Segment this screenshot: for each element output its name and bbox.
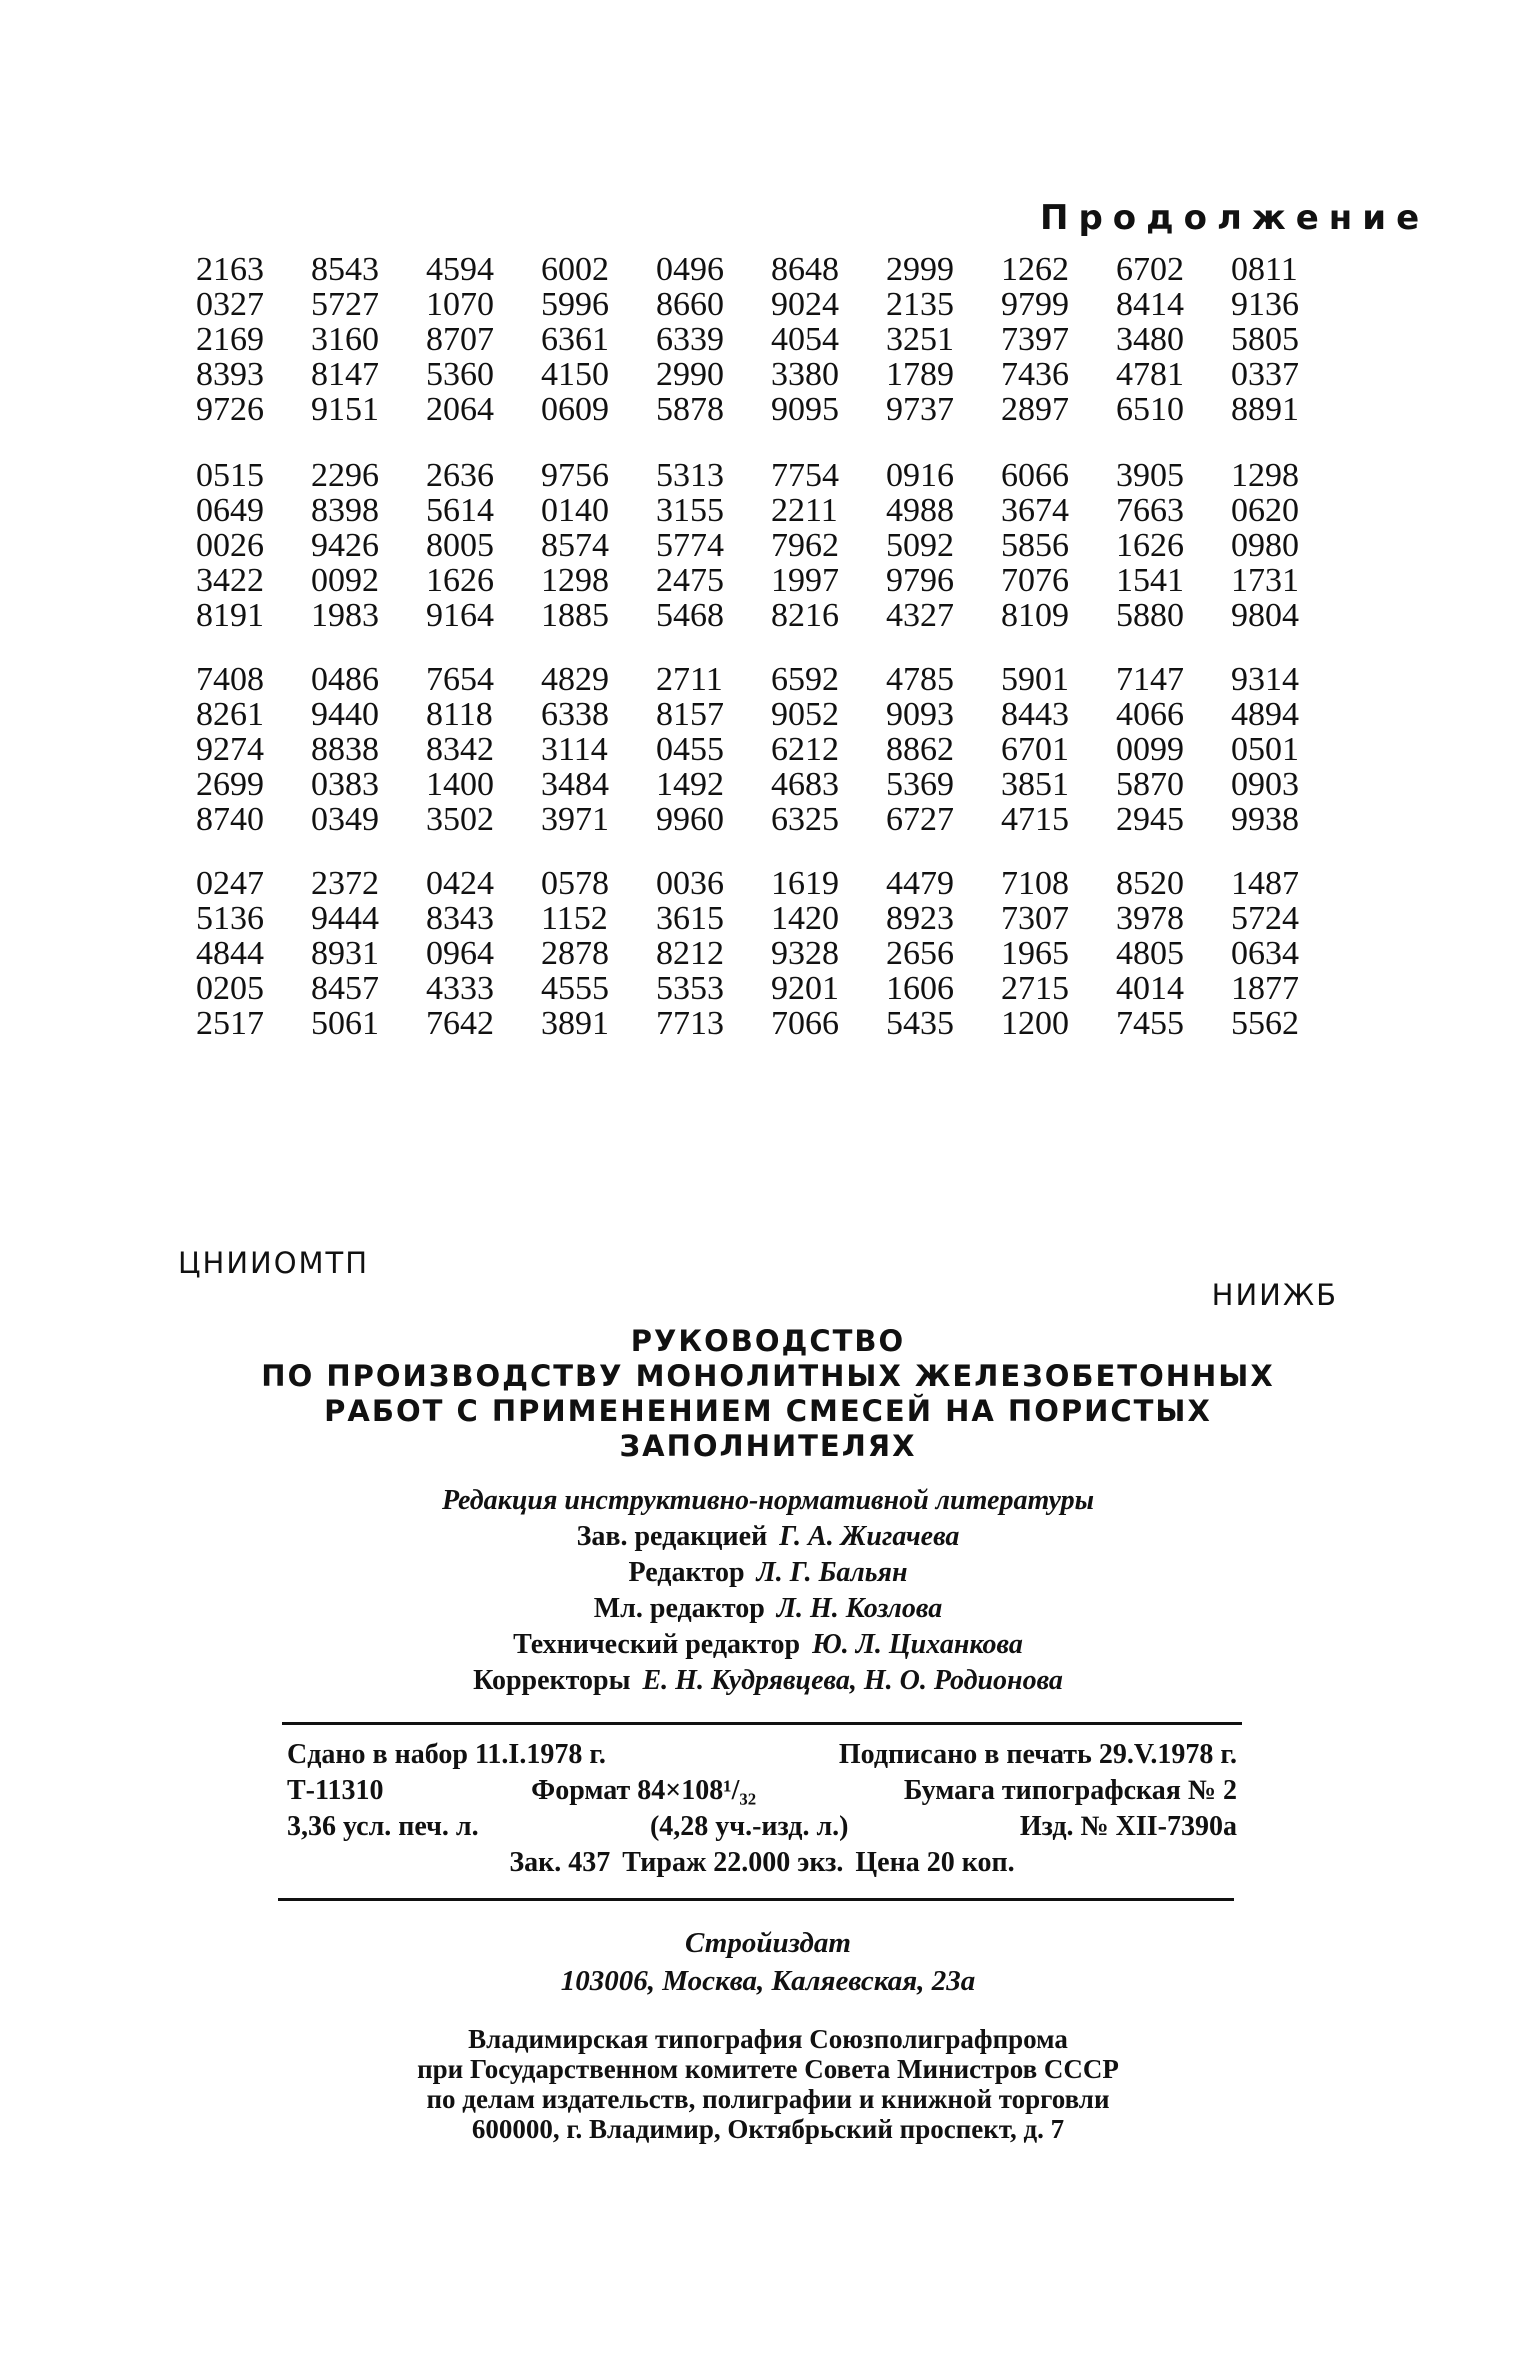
table-cell: 1152 [541,900,608,937]
table-cell: 4781 [1116,356,1184,393]
table-cell: 4014 [1116,970,1184,1007]
imprint-print-run: Тираж 22.000 экз. [622,1847,844,1878]
table-cell: 1997 [771,562,839,599]
table-cell: 3155 [656,492,724,529]
table-cell: 9804 [1231,597,1299,634]
table-cell: 0327 [196,286,264,323]
table-cell: 7654 [426,661,494,698]
table-cell: 0036 [656,865,724,902]
table-cell: 9756 [541,457,609,494]
table-cell: 0903 [1231,766,1299,803]
table-cell: 4555 [541,970,609,1007]
table-cell: 8342 [426,731,494,768]
table-cell: 4150 [541,356,609,393]
credit-junior-editor [0,1591,1536,1627]
table-cell: 3978 [1116,900,1184,937]
table-cell: 5805 [1231,321,1299,358]
table-cell: 0620 [1231,492,1299,529]
table-cell: 3480 [1116,321,1184,358]
table-cell: 8393 [196,356,264,393]
table-cell: 5369 [886,766,954,803]
table-cell: 5774 [656,527,724,564]
table-cell: 1626 [1116,527,1184,564]
table-cell: 0424 [426,865,494,902]
table-cell: 0247 [196,865,264,902]
credit-editor [0,1555,1536,1591]
table-cell: 4683 [771,766,839,803]
imprint-line [287,1809,1237,1845]
table-cell: 0634 [1231,935,1299,972]
table-cell: 2897 [1001,391,1069,428]
table-cell: 8118 [426,696,493,733]
credit-proofreaders [0,1663,1536,1699]
table-cell: 5870 [1116,766,1184,803]
table-cell: 7307 [1001,900,1069,937]
table-cell: 6361 [541,321,609,358]
imprint-code: Т-11310 [287,1775,384,1806]
table-cell: 9938 [1231,801,1299,838]
publisher-block [0,1924,1536,2000]
table-cell: 2135 [886,286,954,323]
table-cell: 2878 [541,935,609,972]
table-cell: 7408 [196,661,264,698]
printer-address: 600000, г. Владимир, Октябрьский проспект, д. 7 [471,2114,1065,2144]
table-cell: 2990 [656,356,724,393]
table-cell: 2715 [1001,970,1069,1007]
table-cell: 4829 [541,661,609,698]
imprint-order: Зак. 437 [509,1847,611,1878]
table-cell: 5878 [656,391,724,428]
table-cell: 5856 [1001,527,1069,564]
table-cell: 3851 [1001,766,1069,803]
table-cell: 3615 [656,900,724,937]
imprint-price: Цена 20 коп. [855,1847,1015,1878]
table-cell: 8891 [1231,391,1299,428]
table-cell: 0980 [1231,527,1299,564]
table-cell: 9093 [886,696,954,733]
table-cell: 6212 [771,731,839,768]
random-number-table-block-2 [196,458,1346,633]
table-cell: 2064 [426,391,494,428]
imprint-format: Формат 84×108¹/₃₂ [531,1775,757,1806]
table-cell: 5136 [196,900,264,937]
table-cell: 8520 [1116,865,1184,902]
table-cell: 6701 [1001,731,1069,768]
table-cell: 5996 [541,286,609,323]
table-cell: 1200 [1001,1005,1069,1042]
credit-name: Ю. Л. Циханкова [812,1629,1023,1660]
table-cell: 1298 [541,562,609,599]
credit-name: Л. Г. Бальян [756,1557,908,1588]
table-cell: 3422 [196,562,264,599]
table-cell: 5092 [886,527,954,564]
table-cell: 2372 [311,865,379,902]
table-cell: 8660 [656,286,724,323]
table-cell: 1731 [1231,562,1299,599]
table-cell: 5468 [656,597,724,634]
table-cell: 0337 [1231,356,1299,393]
table-cell: 1420 [771,900,839,937]
table-cell: 5727 [311,286,379,323]
table-cell: 9151 [311,391,379,428]
table-cell: 6066 [1001,457,1069,494]
table-cell: 6002 [541,251,609,288]
table-cell: 3160 [311,321,379,358]
table-cell: 0496 [656,251,724,288]
table-cell: 1400 [426,766,494,803]
table-cell: 4066 [1116,696,1184,733]
table-cell: 2656 [886,935,954,972]
title-line: ПО ПРОИЗВОДСТВУ МОНОЛИТНЫХ ЖЕЛЕЗОБЕТОННЫХ [261,1359,1275,1393]
table-cell: 3502 [426,801,494,838]
table-cell: 7962 [771,527,839,564]
table-cell: 8923 [886,900,954,937]
table-cell: 8931 [311,935,379,972]
table-cell: 3905 [1116,457,1184,494]
table-cell: 8443 [1001,696,1069,733]
title-line: ЗАПОЛНИТЕЛЯХ [619,1429,917,1463]
table-cell: 6339 [656,321,724,358]
table-cell: 3251 [886,321,954,358]
table-cell: 1606 [886,970,954,1007]
print-imprint [287,1737,1237,1881]
credit-name: Г. А. Жигачева [779,1521,960,1552]
table-cell: 4844 [196,935,264,972]
table-cell: 8574 [541,527,609,564]
table-cell: 5901 [1001,661,1069,698]
table-cell: 1626 [426,562,494,599]
table-cell: 9328 [771,935,839,972]
table-cell: 7147 [1116,661,1184,698]
table-cell: 9799 [1001,286,1069,323]
table-cell: 9274 [196,731,264,768]
table-cell: 9796 [886,562,954,599]
divider [278,1898,1234,1901]
table-cell: 1885 [541,597,609,634]
table-cell: 2517 [196,1005,264,1042]
printer-line: при Государственном комитете Совета Министров СССР [417,2054,1119,2084]
table-cell: 9960 [656,801,724,838]
table-cell: 6510 [1116,391,1184,428]
credit-role: Технический редактор [513,1629,801,1660]
credit-head-editor [0,1519,1536,1555]
table-cell: 8398 [311,492,379,529]
table-cell: 1262 [1001,251,1069,288]
credit-role: Зав. редакцией [576,1521,768,1552]
table-cell: 8838 [311,731,379,768]
table-cell: 9426 [311,527,379,564]
imprint-publisher-sheets: (4,28 уч.-изд. л.) [649,1811,849,1842]
organization-right: НИИЖБ [1211,1278,1338,1312]
table-cell: 4894 [1231,696,1299,733]
imprint-print-sheets: 3,36 усл. печ. л. [287,1811,479,1842]
table-cell: 5562 [1231,1005,1299,1042]
table-cell: 5061 [311,1005,379,1042]
table-cell: 1619 [771,865,839,902]
publisher-address: 103006, Москва, Каляевская, 23а [560,1965,976,1997]
table-cell: 9201 [771,970,839,1007]
table-cell: 7397 [1001,321,1069,358]
table-cell: 5353 [656,970,724,1007]
table-cell: 3891 [541,1005,609,1042]
table-cell: 7642 [426,1005,494,1042]
printer-line: Владимирская типография Союзполиграфпрома [468,2024,1068,2054]
divider [282,1722,1242,1725]
imprint-issue-number: Изд. № XII-7390а [1019,1811,1237,1842]
table-cell: 1789 [886,356,954,393]
table-cell: 1541 [1116,562,1184,599]
table-cell: 3380 [771,356,839,393]
table-cell: 8862 [886,731,954,768]
table-cell: 6727 [886,801,954,838]
table-cell: 9024 [771,286,839,323]
table-cell: 2945 [1116,801,1184,838]
printer-line: по делам издательств, полиграфии и книжной торговли [426,2084,1110,2114]
table-cell: 0486 [311,661,379,698]
imprint-paper: Бумага типографская № 2 [903,1775,1237,1806]
credit-role: Корректоры [473,1665,631,1696]
table-cell: 4594 [426,251,494,288]
table-cell: 3484 [541,766,609,803]
table-cell: 5724 [1231,900,1299,937]
table-cell: 0092 [311,562,379,599]
table-cell: 5313 [656,457,724,494]
table-cell: 0964 [426,935,494,972]
table-cell: 0205 [196,970,264,1007]
random-number-table-block-4 [196,866,1346,1041]
table-cell: 0649 [196,492,264,529]
table-cell: 0099 [1116,731,1184,768]
table-cell: 9440 [311,696,379,733]
table-cell: 8543 [311,251,379,288]
table-cell: 9136 [1231,286,1299,323]
table-cell: 7436 [1001,356,1069,393]
table-cell: 1965 [1001,935,1069,972]
table-cell: 1070 [426,286,494,323]
table-cell: 4805 [1116,935,1184,972]
table-cell: 9737 [886,391,954,428]
random-number-table-block-3 [196,662,1346,837]
table-cell: 8707 [426,321,494,358]
table-cell: 0578 [541,865,609,902]
table-cell: 8147 [311,356,379,393]
table-cell: 9444 [311,900,379,937]
table-cell: 9052 [771,696,839,733]
credit-role: Редактор [628,1557,745,1588]
table-cell: 8216 [771,597,839,634]
table-cell: 7076 [1001,562,1069,599]
table-cell: 4479 [886,865,954,902]
table-cell: 1492 [656,766,724,803]
table-cell: 8191 [196,597,264,634]
table-cell: 5614 [426,492,494,529]
table-cell: 7066 [771,1005,839,1042]
table-cell: 9314 [1231,661,1299,698]
organization-left: ЦНИИОМТП [178,1246,370,1280]
credit-technical-editor [0,1627,1536,1663]
table-cell: 2169 [196,321,264,358]
table-cell: 0140 [541,492,609,529]
table-cell: 7455 [1116,1005,1184,1042]
table-cell: 4333 [426,970,494,1007]
table-cell: 2711 [656,661,723,698]
table-cell: 9164 [426,597,494,634]
table-cell: 4988 [886,492,954,529]
continuation-heading: Продолжение [1040,198,1430,238]
table-cell: 0383 [311,766,379,803]
table-cell: 6592 [771,661,839,698]
table-cell: 0455 [656,731,724,768]
table-cell: 2636 [426,457,494,494]
table-cell: 2163 [196,251,264,288]
table-cell: 5360 [426,356,494,393]
table-cell: 1487 [1231,865,1299,902]
table-cell: 4715 [1001,801,1069,838]
title-line: РАБОТ С ПРИМЕНЕНИЕМ СМЕСЕЙ НА ПОРИСТЫХ [324,1394,1212,1428]
random-number-table-block-1 [196,252,1346,427]
table-cell: 1298 [1231,457,1299,494]
table-cell: 8648 [771,251,839,288]
table-cell: 8343 [426,900,494,937]
table-cell: 8740 [196,801,264,838]
table-cell: 0026 [196,527,264,564]
table-cell: 9726 [196,391,264,428]
table-cell: 0501 [1231,731,1299,768]
table-cell: 7713 [656,1005,724,1042]
table-cell: 3971 [541,801,609,838]
imprint-signed-date: Подписано в печать 29.V.1978 г. [838,1739,1237,1770]
imprint-line [287,1773,1237,1809]
table-cell: 1983 [311,597,379,634]
credit-role: Мл. редактор [593,1593,765,1624]
table-cell: 4054 [771,321,839,358]
imprint-typeset-date: Сдано в набор 11.I.1978 г. [287,1739,606,1770]
table-cell: 7108 [1001,865,1069,902]
table-cell: 8005 [426,527,494,564]
table-cell: 8261 [196,696,264,733]
table-cell: 8109 [1001,597,1069,634]
table-cell: 5435 [886,1005,954,1042]
table-cell: 2475 [656,562,724,599]
table-cell: 0349 [311,801,379,838]
table-cell: 9095 [771,391,839,428]
table-cell: 0811 [1231,251,1298,288]
table-cell: 4327 [886,597,954,634]
table-cell: 8157 [656,696,724,733]
editorial-credits [0,1483,1536,1699]
table-cell: 8212 [656,935,724,972]
editorial-department: Редакция инструктивно-нормативной литературы [441,1485,1095,1516]
table-cell: 7663 [1116,492,1184,529]
table-cell: 4785 [886,661,954,698]
table-cell: 2296 [311,457,379,494]
credit-name: Е. Н. Кудрявцева, Н. О. Родионова [642,1665,1063,1696]
table-cell: 8457 [311,970,379,1007]
table-cell: 6325 [771,801,839,838]
table-cell: 3114 [541,731,608,768]
table-cell: 2699 [196,766,264,803]
table-cell: 5880 [1116,597,1184,634]
imprint-line [287,1737,1237,1773]
table-cell: 0916 [886,457,954,494]
publisher-name: Стройиздат [685,1927,851,1959]
table-cell: 2211 [771,492,838,529]
credit-name: Л. Н. Козлова [776,1593,943,1624]
table-cell: 6338 [541,696,609,733]
table-cell: 0609 [541,391,609,428]
title-line: РУКОВОДСТВО [630,1324,906,1358]
table-cell: 7754 [771,457,839,494]
book-title [0,1324,1536,1464]
table-cell: 3674 [1001,492,1069,529]
table-cell: 1877 [1231,970,1299,1007]
table-cell: 0515 [196,457,264,494]
imprint-line [287,1845,1237,1881]
table-cell: 6702 [1116,251,1184,288]
printer-block [0,2024,1536,2144]
table-cell: 2999 [886,251,954,288]
table-cell: 8414 [1116,286,1184,323]
